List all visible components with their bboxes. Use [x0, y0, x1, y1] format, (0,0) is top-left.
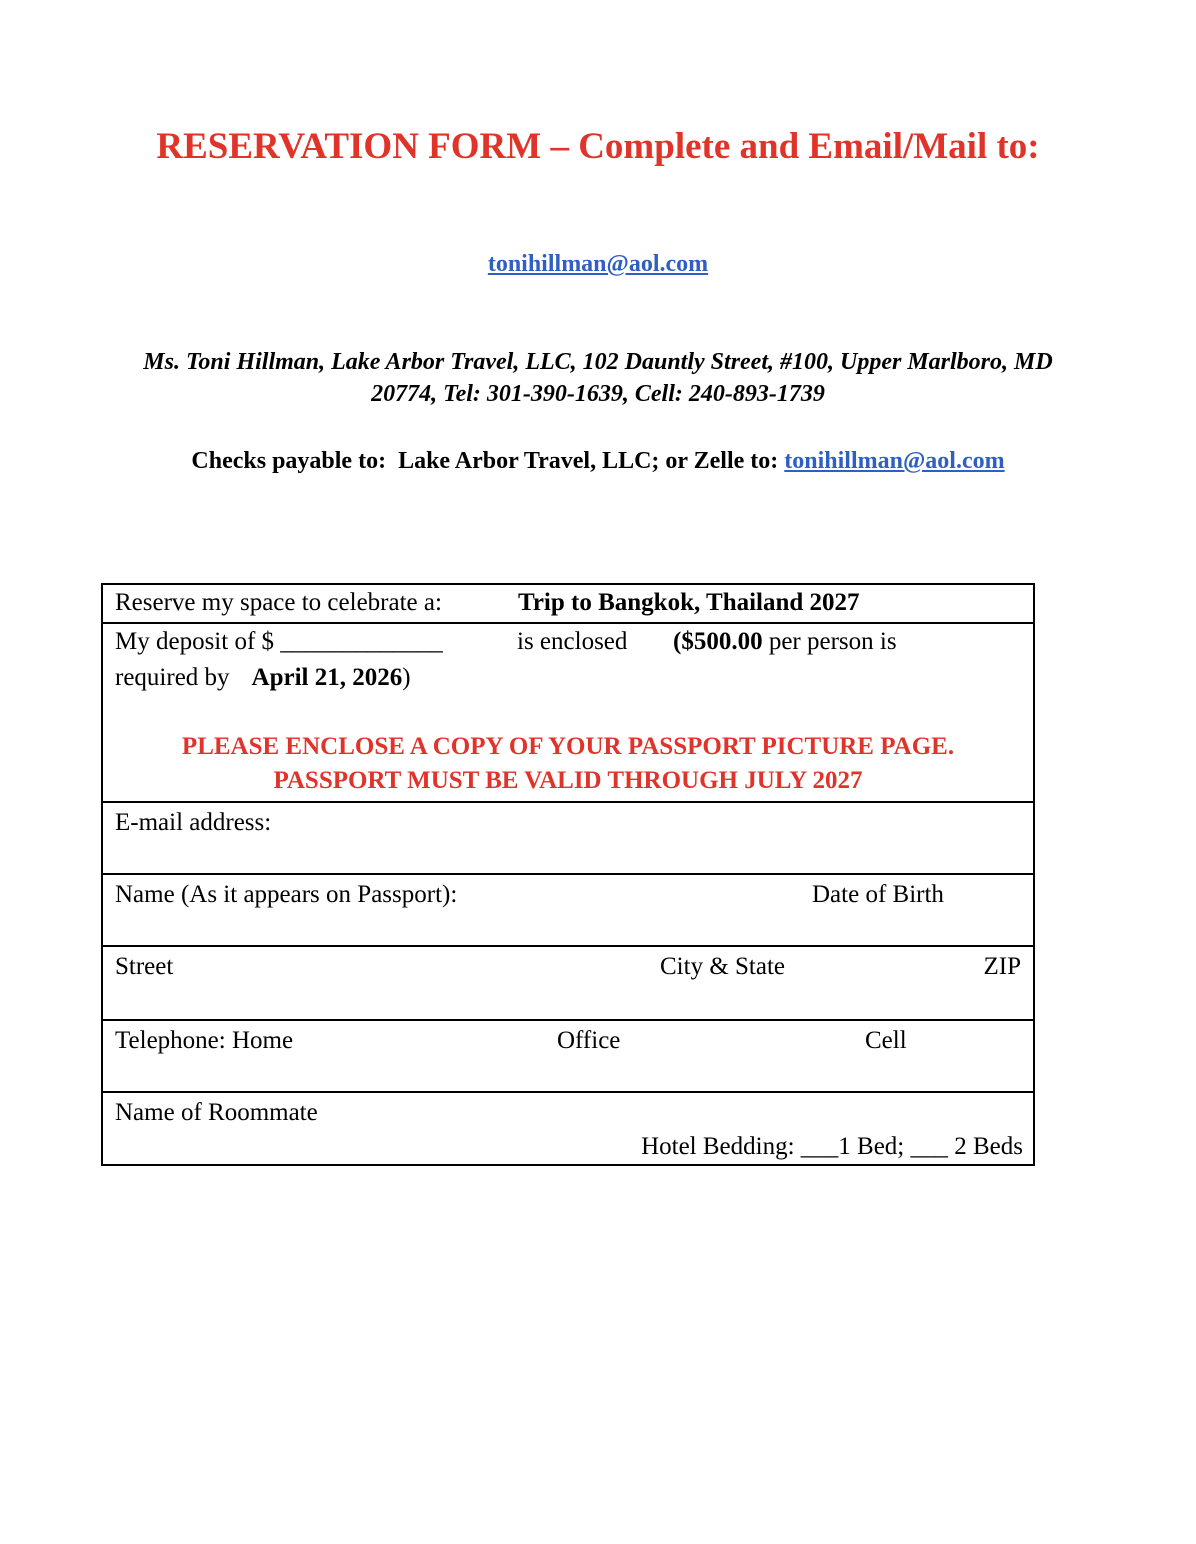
contact-email-line — [0, 248, 1196, 280]
mailing-address — [60, 346, 1136, 410]
checks-payable-text: Checks payable to: Lake Arbor Travel, LLC; or Zelle to: — [191, 448, 785, 474]
reservation-form-table — [101, 583, 1035, 1166]
street-label: Street — [115, 953, 174, 980]
reserve-label: Reserve my space to celebrate a: — [115, 589, 442, 616]
email-row[interactable] — [103, 803, 1033, 875]
roommate-label: Name of Roommate — [115, 1099, 318, 1126]
deposit-enclosed-text: is enclosed — [517, 628, 628, 655]
deposit-per-person-text: per person is — [762, 628, 897, 655]
name-row[interactable] — [103, 875, 1033, 947]
passport-notice — [103, 730, 1033, 798]
deposit-amount-field[interactable]: My deposit of $ _____________ — [115, 628, 443, 655]
deposit-per-person — [673, 624, 897, 660]
telephone-cell-label: Cell — [865, 1027, 907, 1054]
passport-notice-line-1: PLEASE ENCLOSE A COPY OF YOUR PASSPORT PICTURE PAGE. — [181, 733, 955, 760]
passport-notice-line-2: PASSPORT MUST BE VALID THROUGH JULY 2027 — [273, 767, 863, 794]
passport-name-label: Name (As it appears on Passport): — [115, 881, 458, 908]
deposit-row — [103, 624, 1033, 803]
telephone-row[interactable] — [103, 1021, 1033, 1093]
zelle-email-link[interactable]: tonihillman@aol.com — [784, 448, 1005, 474]
required-by-date: April 21, 2026 — [251, 664, 403, 691]
required-by-close: ) — [402, 664, 411, 691]
address-row[interactable] — [103, 947, 1033, 1021]
trip-name: Trip to Bangkok, Thailand 2027 — [518, 589, 860, 616]
address-line-2: 20774, Tel: 301-390-1639, Cell: 240-893-1739 — [371, 381, 825, 407]
required-by-line — [115, 660, 411, 696]
telephone-office-label: Office — [557, 1027, 621, 1054]
page-title: RESERVATION FORM – Complete and Email/Mail to: — [156, 126, 1040, 167]
telephone-home-label: Telephone: Home — [115, 1027, 294, 1054]
reserve-row — [103, 585, 1033, 624]
hotel-bedding-options[interactable]: Hotel Bedding: ___1 Bed; ___ 2 Beds — [641, 1133, 1023, 1160]
address-line-1: Ms. Toni Hillman, Lake Arbor Travel, LLC, 102 Dauntly Street, #100, Upper Marlboro, MD — [143, 349, 1053, 375]
required-by-label: required by — [115, 664, 230, 691]
payment-instructions — [0, 444, 1196, 478]
email-address-label: E-mail address: — [115, 809, 272, 836]
roommate-row[interactable] — [103, 1093, 1033, 1164]
deposit-amount: ($500.00 — [673, 628, 763, 655]
zip-label: ZIP — [983, 953, 1021, 980]
city-state-label: City & State — [660, 953, 785, 980]
date-of-birth-label: Date of Birth — [812, 881, 944, 908]
contact-email-link[interactable]: tonihillman@aol.com — [487, 251, 709, 277]
